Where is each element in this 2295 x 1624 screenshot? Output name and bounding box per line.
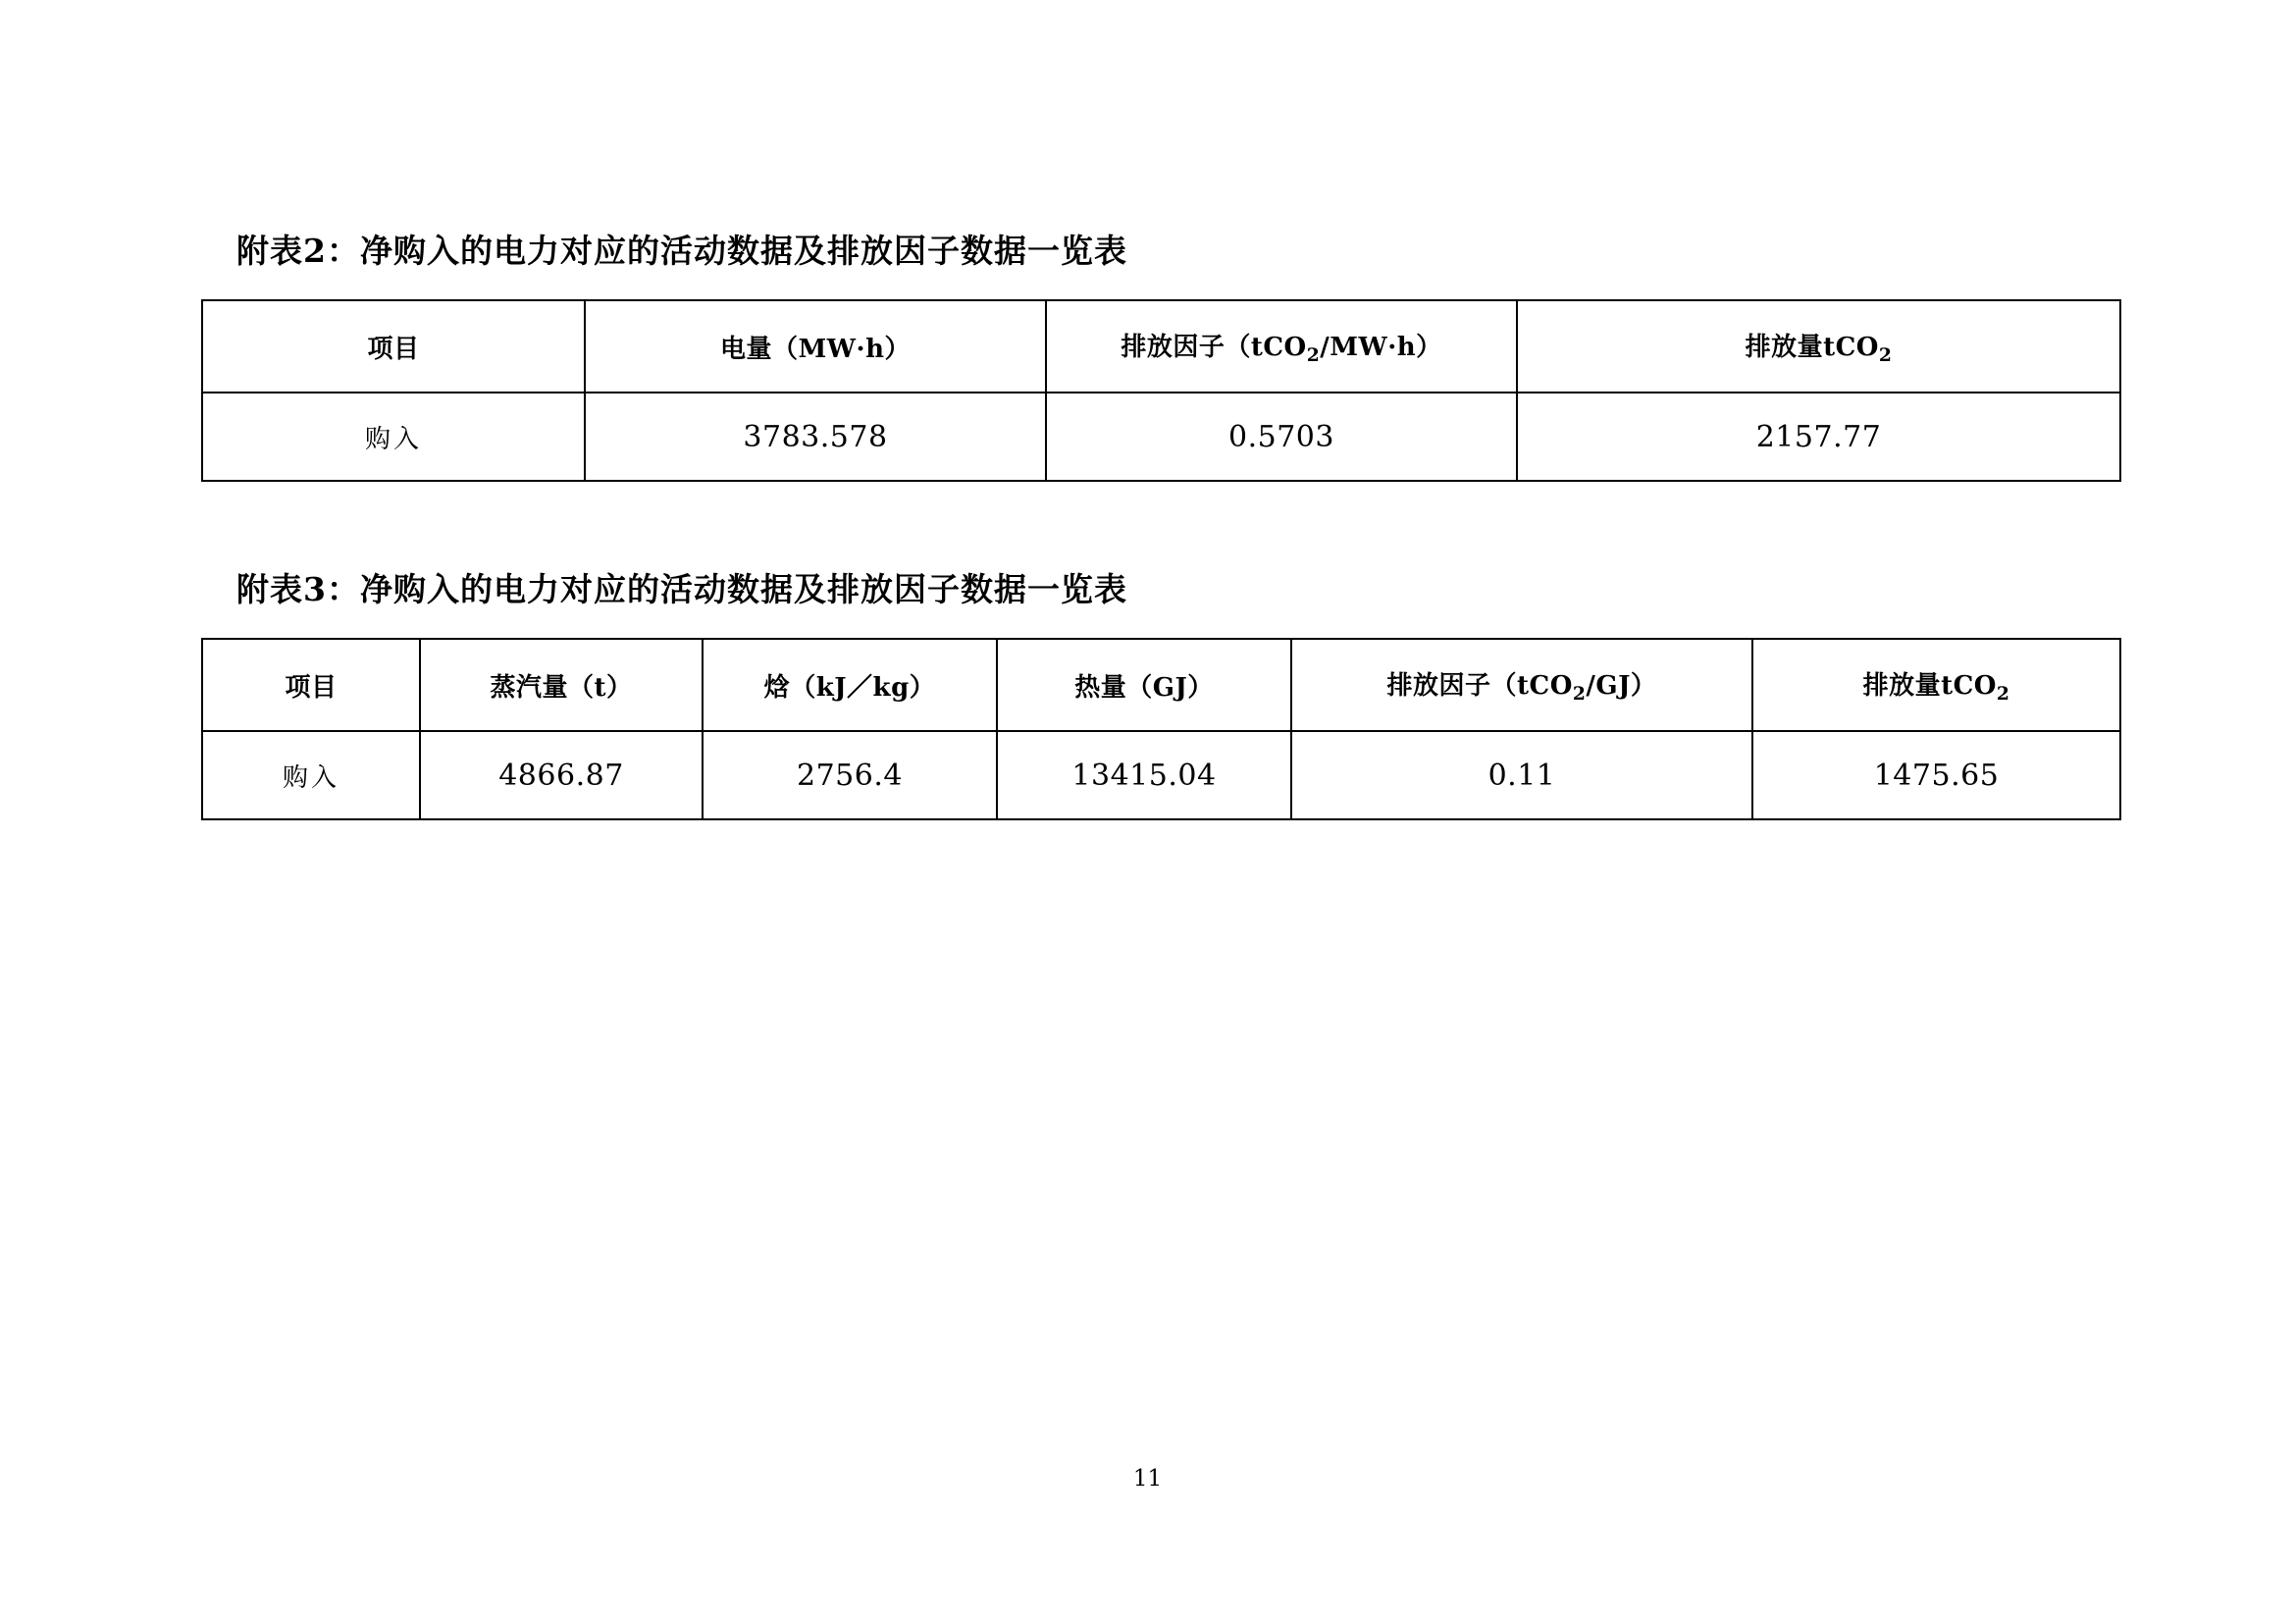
cell-steam-quantity-value: 4866.87: [420, 731, 703, 819]
column-header-electricity: 电量（MW·h）: [585, 300, 1046, 393]
emissions-sub: 2: [1996, 683, 2010, 706]
cell-emissions-value: 2157.77: [1517, 393, 2120, 481]
column-header-enthalpy: 焓（kJ／kg）: [703, 639, 997, 731]
column-header-emission-factor: [1046, 300, 1517, 393]
cell-heat-value: 13415.04: [997, 731, 1291, 819]
emission-factor-text: 排放因子（tCO: [1121, 332, 1307, 362]
emission-factor-sub: 2: [1572, 683, 1587, 706]
page-content: [201, 226, 2119, 903]
emissions-text: 排放量tCO: [1745, 332, 1879, 362]
column-header-steam-quantity: 蒸汽量（t）: [420, 639, 703, 731]
column-header-emission-factor: [1291, 639, 1752, 731]
emission-factor-suffix: /GJ）: [1586, 670, 1657, 701]
emissions-text: 排放量tCO: [1862, 670, 1997, 701]
table-3-title: 附表3：净购入的电力对应的活动数据及排放因子数据一览表: [236, 570, 1127, 608]
column-header-emissions: [1752, 639, 2120, 731]
cell-emission-factor-value: 0.5703: [1046, 393, 1517, 481]
column-header-item: 项目: [202, 300, 585, 393]
table-header-row: [202, 300, 2120, 393]
page-number: 11: [1132, 1466, 1163, 1492]
column-header-emissions: [1517, 300, 2120, 393]
table-net-purchased-electricity: [201, 299, 2121, 482]
cell-electricity-value: 3783.578: [585, 393, 1046, 481]
table-2-title: 附表2：净购入的电力对应的活动数据及排放因子数据一览表: [236, 232, 1127, 270]
cell-emission-factor-value: 0.11: [1291, 731, 1752, 819]
cell-enthalpy-value: 2756.4: [703, 731, 997, 819]
column-header-heat: 热量（GJ）: [997, 639, 1291, 731]
column-header-item: 项目: [202, 639, 420, 731]
row-label-purchase: 购入: [202, 393, 585, 481]
emission-factor-sub: 2: [1306, 344, 1321, 367]
cell-emissions-value: 1475.65: [1752, 731, 2120, 819]
row-label-purchase: 购入: [202, 731, 420, 819]
emission-factor-suffix: /MW·h）: [1320, 332, 1442, 362]
emissions-sub: 2: [1878, 344, 1893, 367]
table-row: [202, 393, 2120, 481]
emission-factor-text: 排放因子（tCO: [1386, 670, 1573, 701]
table-net-purchased-steam: [201, 638, 2121, 820]
table-header-row: [202, 639, 2120, 731]
table-row: [202, 731, 2120, 819]
